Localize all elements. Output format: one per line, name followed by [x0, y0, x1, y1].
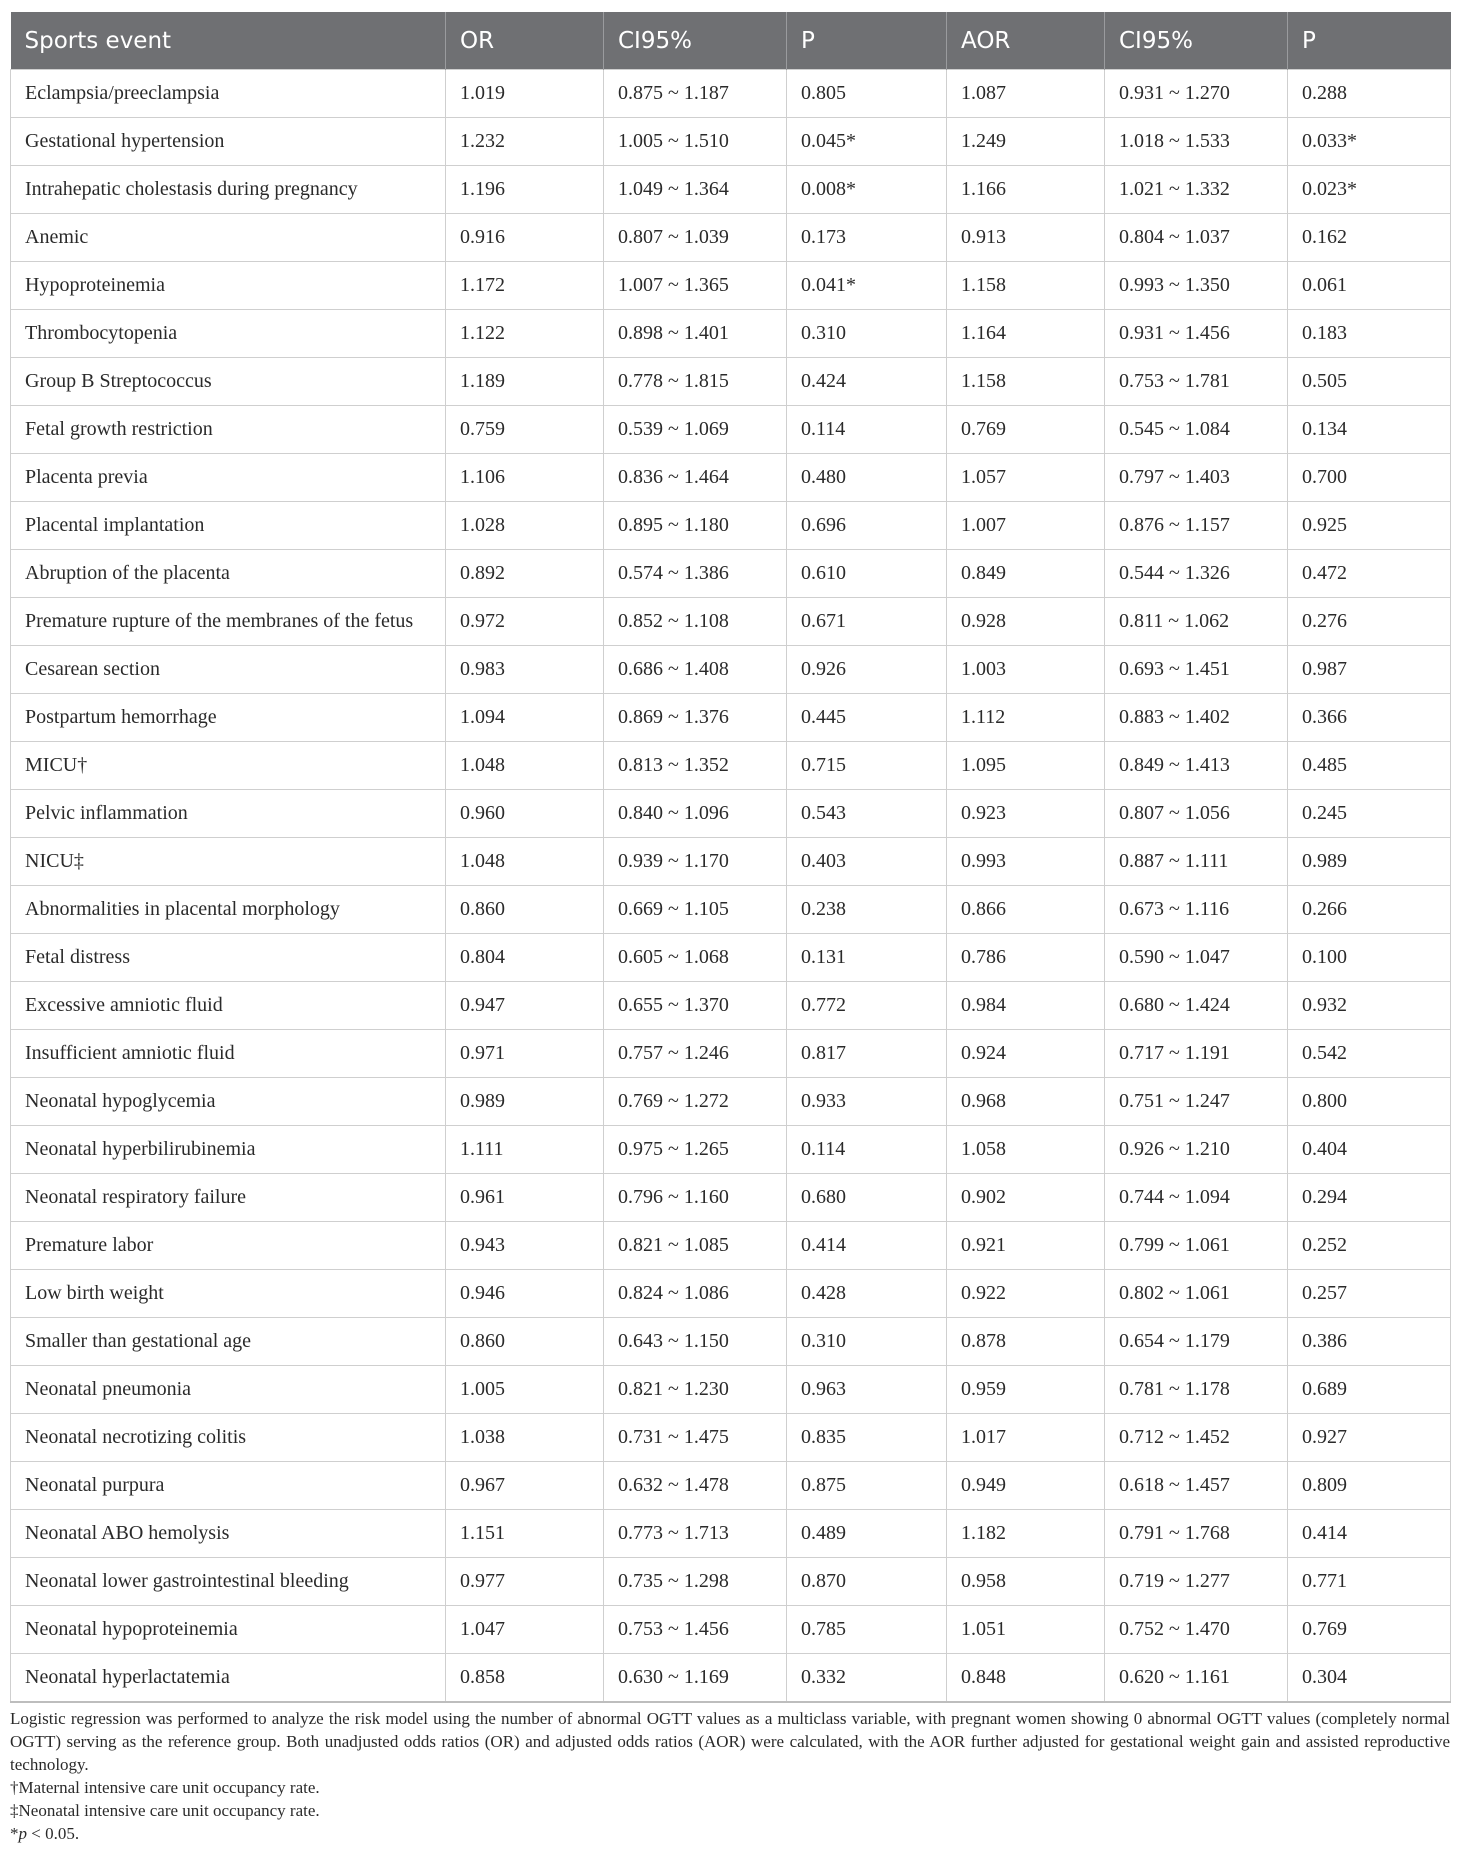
cell-or-ci95: 0.686 ~ 1.408 — [604, 646, 787, 694]
cell-aor-p: 0.800 — [1288, 1078, 1451, 1126]
cell-or-p: 0.489 — [787, 1510, 947, 1558]
cell-or-ci95: 0.757 ~ 1.246 — [604, 1030, 787, 1078]
cell-or-ci95: 0.975 ~ 1.265 — [604, 1126, 787, 1174]
cell-event: Pelvic inflammation — [11, 790, 446, 838]
cell-or-p: 0.543 — [787, 790, 947, 838]
cell-aor: 1.249 — [947, 118, 1105, 166]
cell-event: Excessive amniotic fluid — [11, 982, 446, 1030]
cell-or-p: 0.114 — [787, 1126, 947, 1174]
cell-aor-p: 0.472 — [1288, 550, 1451, 598]
cell-aor-ci95: 0.931 ~ 1.456 — [1105, 310, 1288, 358]
cell-or-p: 0.310 — [787, 1318, 947, 1366]
cell-aor-p: 0.404 — [1288, 1126, 1451, 1174]
cell-aor-ci95: 0.811 ~ 1.062 — [1105, 598, 1288, 646]
cell-aor: 0.984 — [947, 982, 1105, 1030]
cell-aor-ci95: 0.751 ~ 1.247 — [1105, 1078, 1288, 1126]
cell-or-ci95: 0.632 ~ 1.478 — [604, 1462, 787, 1510]
cell-event: Premature rupture of the membranes of the fetus — [11, 598, 446, 646]
cell-or: 1.232 — [446, 118, 604, 166]
cell-aor-ci95: 0.849 ~ 1.413 — [1105, 742, 1288, 790]
cell-or-ci95: 0.769 ~ 1.272 — [604, 1078, 787, 1126]
table-row — [11, 646, 1451, 694]
cell-or: 1.196 — [446, 166, 604, 214]
cell-aor-p: 0.061 — [1288, 262, 1451, 310]
cell-aor-p: 0.366 — [1288, 694, 1451, 742]
cell-or-ci95: 0.630 ~ 1.169 — [604, 1654, 787, 1703]
cell-or: 0.972 — [446, 598, 604, 646]
cell-or-ci95: 0.821 ~ 1.085 — [604, 1222, 787, 1270]
cell-or-p: 0.445 — [787, 694, 947, 742]
cell-aor-p: 0.100 — [1288, 934, 1451, 982]
cell-event: Neonatal respiratory failure — [11, 1174, 446, 1222]
cell-or-p: 0.671 — [787, 598, 947, 646]
table-row — [11, 1030, 1451, 1078]
cell-aor: 0.922 — [947, 1270, 1105, 1318]
cell-aor: 1.051 — [947, 1606, 1105, 1654]
cell-or-p: 0.610 — [787, 550, 947, 598]
cell-event: Abnormalities in placental morphology — [11, 886, 446, 934]
cell-or: 1.094 — [446, 694, 604, 742]
cell-aor-ci95: 0.791 ~ 1.768 — [1105, 1510, 1288, 1558]
cell-aor: 1.003 — [947, 646, 1105, 694]
cell-or: 1.106 — [446, 454, 604, 502]
cell-aor-ci95: 0.545 ~ 1.084 — [1105, 406, 1288, 454]
cell-event: Placental implantation — [11, 502, 446, 550]
cell-event: Fetal growth restriction — [11, 406, 446, 454]
cell-or: 0.989 — [446, 1078, 604, 1126]
cell-aor-ci95: 0.654 ~ 1.179 — [1105, 1318, 1288, 1366]
cell-aor: 0.968 — [947, 1078, 1105, 1126]
cell-or: 1.172 — [446, 262, 604, 310]
table-row — [11, 454, 1451, 502]
table-header-row — [11, 12, 1451, 70]
cell-or: 0.804 — [446, 934, 604, 982]
cell-or-ci95: 1.007 ~ 1.365 — [604, 262, 787, 310]
cell-aor-p: 0.245 — [1288, 790, 1451, 838]
cell-aor: 0.849 — [947, 550, 1105, 598]
cell-aor: 0.848 — [947, 1654, 1105, 1703]
cell-event: Cesarean section — [11, 646, 446, 694]
cell-or-p: 0.008* — [787, 166, 947, 214]
cell-or-ci95: 0.539 ~ 1.069 — [604, 406, 787, 454]
cell-or-ci95: 0.731 ~ 1.475 — [604, 1414, 787, 1462]
cell-or-p: 0.045* — [787, 118, 947, 166]
cell-aor: 0.878 — [947, 1318, 1105, 1366]
footnote-method: Logistic regression was performed to analyze the risk model using the number of abnormal OGTT values as a multiclass variable, with pregnant women showing 0 abnormal OGTT values (completely normal OGTT) serving as the reference group. Both unadjusted odds ratios (OR) and adjusted odds ratios (AOR) were calculated, with the AOR further adjusted for gestational weight gain and assisted reproductive technology. — [10, 1709, 1450, 1774]
cell-or: 1.028 — [446, 502, 604, 550]
cell-event: Postpartum hemorrhage — [11, 694, 446, 742]
cell-event: Neonatal purpura — [11, 1462, 446, 1510]
cell-or: 0.967 — [446, 1462, 604, 1510]
cell-or-p: 0.131 — [787, 934, 947, 982]
cell-aor-p: 0.700 — [1288, 454, 1451, 502]
cell-or-ci95: 0.869 ~ 1.376 — [604, 694, 787, 742]
cell-aor-ci95: 0.753 ~ 1.781 — [1105, 358, 1288, 406]
table-row — [11, 406, 1451, 454]
cell-aor-p: 0.414 — [1288, 1510, 1451, 1558]
cell-aor-ci95: 0.887 ~ 1.111 — [1105, 838, 1288, 886]
table-row — [11, 1318, 1451, 1366]
cell-or: 1.005 — [446, 1366, 604, 1414]
table-row — [11, 214, 1451, 262]
cell-aor-p: 0.505 — [1288, 358, 1451, 406]
table-row — [11, 1654, 1451, 1703]
cell-aor: 0.921 — [947, 1222, 1105, 1270]
cell-or-p: 0.835 — [787, 1414, 947, 1462]
cell-aor-p: 0.932 — [1288, 982, 1451, 1030]
cell-event: NICU‡ — [11, 838, 446, 886]
cell-aor-p: 0.162 — [1288, 214, 1451, 262]
cell-aor: 0.902 — [947, 1174, 1105, 1222]
cell-aor-ci95: 0.799 ~ 1.061 — [1105, 1222, 1288, 1270]
cell-or-p: 0.875 — [787, 1462, 947, 1510]
results-table — [10, 12, 1451, 1703]
cell-aor-p: 0.989 — [1288, 838, 1451, 886]
table-row — [11, 262, 1451, 310]
cell-aor-ci95: 1.018 ~ 1.533 — [1105, 118, 1288, 166]
cell-aor-p: 0.771 — [1288, 1558, 1451, 1606]
cell-or: 0.759 — [446, 406, 604, 454]
cell-or-ci95: 0.796 ~ 1.160 — [604, 1174, 787, 1222]
cell-or: 1.047 — [446, 1606, 604, 1654]
cell-aor: 1.095 — [947, 742, 1105, 790]
cell-or: 0.977 — [446, 1558, 604, 1606]
cell-or-ci95: 0.735 ~ 1.298 — [604, 1558, 787, 1606]
cell-or: 0.947 — [446, 982, 604, 1030]
cell-aor-p: 0.134 — [1288, 406, 1451, 454]
cell-aor: 0.993 — [947, 838, 1105, 886]
cell-or-ci95: 0.655 ~ 1.370 — [604, 982, 787, 1030]
cell-event: Thrombocytopenia — [11, 310, 446, 358]
table-row — [11, 166, 1451, 214]
cell-or-ci95: 0.836 ~ 1.464 — [604, 454, 787, 502]
cell-or-ci95: 0.813 ~ 1.352 — [604, 742, 787, 790]
table-row — [11, 310, 1451, 358]
cell-or-p: 0.926 — [787, 646, 947, 694]
sig-p: p — [18, 1824, 27, 1843]
table-row — [11, 1558, 1451, 1606]
table-row — [11, 1126, 1451, 1174]
cell-event: Eclampsia/preeclampsia — [11, 70, 446, 118]
cell-or-p: 0.805 — [787, 70, 947, 118]
cell-aor-ci95: 0.544 ~ 1.326 — [1105, 550, 1288, 598]
cell-or-p: 0.114 — [787, 406, 947, 454]
table-row — [11, 502, 1451, 550]
cell-event: Neonatal hyperlactatemia — [11, 1654, 446, 1703]
column-header-aor: AOR — [947, 12, 1105, 70]
sig-threshold: < 0.05. — [27, 1824, 80, 1843]
cell-or: 0.971 — [446, 1030, 604, 1078]
cell-event: Neonatal hyperbilirubinemia — [11, 1126, 446, 1174]
cell-or-p: 0.480 — [787, 454, 947, 502]
cell-or: 0.983 — [446, 646, 604, 694]
cell-or-ci95: 0.574 ~ 1.386 — [604, 550, 787, 598]
cell-aor-p: 0.276 — [1288, 598, 1451, 646]
table-row — [11, 1270, 1451, 1318]
cell-or-p: 0.870 — [787, 1558, 947, 1606]
cell-aor: 0.928 — [947, 598, 1105, 646]
cell-aor: 0.924 — [947, 1030, 1105, 1078]
cell-or: 1.048 — [446, 742, 604, 790]
table-row — [11, 358, 1451, 406]
cell-aor-p: 0.252 — [1288, 1222, 1451, 1270]
cell-aor-ci95: 0.876 ~ 1.157 — [1105, 502, 1288, 550]
table-row — [11, 70, 1451, 118]
column-header-or: OR — [446, 12, 604, 70]
cell-aor-ci95: 0.993 ~ 1.350 — [1105, 262, 1288, 310]
cell-aor: 1.164 — [947, 310, 1105, 358]
cell-event: Neonatal lower gastrointestinal bleeding — [11, 1558, 446, 1606]
cell-aor-ci95: 0.802 ~ 1.061 — [1105, 1270, 1288, 1318]
table-row — [11, 1462, 1451, 1510]
cell-event: Abruption of the placenta — [11, 550, 446, 598]
table-footnotes — [10, 1707, 1450, 1845]
cell-or: 1.048 — [446, 838, 604, 886]
cell-or-p: 0.933 — [787, 1078, 947, 1126]
cell-or: 1.038 — [446, 1414, 604, 1462]
table-row — [11, 838, 1451, 886]
cell-aor: 1.158 — [947, 358, 1105, 406]
table-row — [11, 886, 1451, 934]
cell-or-ci95: 0.821 ~ 1.230 — [604, 1366, 787, 1414]
column-header-or-p: P — [787, 12, 947, 70]
cell-aor-ci95: 0.680 ~ 1.424 — [1105, 982, 1288, 1030]
cell-aor-p: 0.023* — [1288, 166, 1451, 214]
cell-aor: 1.017 — [947, 1414, 1105, 1462]
table-row — [11, 1414, 1451, 1462]
cell-event: Fetal distress — [11, 934, 446, 982]
cell-aor-p: 0.769 — [1288, 1606, 1451, 1654]
table-row — [11, 550, 1451, 598]
cell-event: Premature labor — [11, 1222, 446, 1270]
cell-aor: 0.923 — [947, 790, 1105, 838]
table-row — [11, 742, 1451, 790]
cell-aor: 1.007 — [947, 502, 1105, 550]
cell-aor: 0.958 — [947, 1558, 1105, 1606]
cell-or-ci95: 0.643 ~ 1.150 — [604, 1318, 787, 1366]
cell-or-p: 0.041* — [787, 262, 947, 310]
column-header-or-ci95: CI95% — [604, 12, 787, 70]
cell-or: 0.860 — [446, 886, 604, 934]
cell-aor: 0.913 — [947, 214, 1105, 262]
footnote-nicu: ‡Neonatal intensive care unit occupancy rate. — [10, 1801, 320, 1820]
cell-or-p: 0.332 — [787, 1654, 947, 1703]
cell-aor-ci95: 0.926 ~ 1.210 — [1105, 1126, 1288, 1174]
cell-aor-p: 0.485 — [1288, 742, 1451, 790]
cell-or-ci95: 0.852 ~ 1.108 — [604, 598, 787, 646]
cell-or-p: 0.173 — [787, 214, 947, 262]
cell-aor-ci95: 1.021 ~ 1.332 — [1105, 166, 1288, 214]
table-row — [11, 1366, 1451, 1414]
column-header-event: Sports event — [11, 12, 446, 70]
table-row — [11, 1222, 1451, 1270]
cell-aor-ci95: 0.693 ~ 1.451 — [1105, 646, 1288, 694]
cell-aor-ci95: 0.712 ~ 1.452 — [1105, 1414, 1288, 1462]
cell-event: Neonatal pneumonia — [11, 1366, 446, 1414]
cell-or: 0.961 — [446, 1174, 604, 1222]
column-header-aor-ci95: CI95% — [1105, 12, 1288, 70]
cell-or-ci95: 0.753 ~ 1.456 — [604, 1606, 787, 1654]
cell-or-ci95: 0.898 ~ 1.401 — [604, 310, 787, 358]
cell-or: 0.858 — [446, 1654, 604, 1703]
cell-aor: 0.786 — [947, 934, 1105, 982]
cell-aor-ci95: 0.744 ~ 1.094 — [1105, 1174, 1288, 1222]
cell-or-p: 0.817 — [787, 1030, 947, 1078]
cell-aor-ci95: 0.804 ~ 1.037 — [1105, 214, 1288, 262]
cell-aor-p: 0.033* — [1288, 118, 1451, 166]
cell-event: Insufficient amniotic fluid — [11, 1030, 446, 1078]
cell-aor: 1.182 — [947, 1510, 1105, 1558]
cell-or: 0.916 — [446, 214, 604, 262]
footnote-micu: †Maternal intensive care unit occupancy rate. — [10, 1778, 320, 1797]
cell-or-p: 0.310 — [787, 310, 947, 358]
cell-event: Placenta previa — [11, 454, 446, 502]
table-row — [11, 934, 1451, 982]
cell-aor-p: 0.288 — [1288, 70, 1451, 118]
cell-or: 0.960 — [446, 790, 604, 838]
cell-event: Hypoproteinemia — [11, 262, 446, 310]
cell-aor-p: 0.294 — [1288, 1174, 1451, 1222]
table-row — [11, 118, 1451, 166]
cell-or-p: 0.785 — [787, 1606, 947, 1654]
cell-aor-p: 0.183 — [1288, 310, 1451, 358]
cell-or: 0.892 — [446, 550, 604, 598]
cell-or-p: 0.238 — [787, 886, 947, 934]
cell-event: Low birth weight — [11, 1270, 446, 1318]
cell-aor: 0.959 — [947, 1366, 1105, 1414]
cell-event: Anemic — [11, 214, 446, 262]
cell-event: Group B Streptococcus — [11, 358, 446, 406]
cell-event: Neonatal necrotizing colitis — [11, 1414, 446, 1462]
cell-aor-ci95: 0.807 ~ 1.056 — [1105, 790, 1288, 838]
sig-star: * — [10, 1824, 19, 1843]
cell-or-ci95: 0.824 ~ 1.086 — [604, 1270, 787, 1318]
cell-aor-p: 0.386 — [1288, 1318, 1451, 1366]
cell-or-ci95: 0.778 ~ 1.815 — [604, 358, 787, 406]
cell-or-ci95: 0.605 ~ 1.068 — [604, 934, 787, 982]
footnote-significance — [10, 1822, 1450, 1845]
cell-or: 0.943 — [446, 1222, 604, 1270]
cell-or: 1.111 — [446, 1126, 604, 1174]
cell-aor-p: 0.809 — [1288, 1462, 1451, 1510]
cell-or-p: 0.680 — [787, 1174, 947, 1222]
cell-or-ci95: 1.049 ~ 1.364 — [604, 166, 787, 214]
cell-or: 1.122 — [446, 310, 604, 358]
cell-or: 1.019 — [446, 70, 604, 118]
cell-event: Neonatal hypoglycemia — [11, 1078, 446, 1126]
cell-aor-ci95: 0.781 ~ 1.178 — [1105, 1366, 1288, 1414]
cell-aor-p: 0.925 — [1288, 502, 1451, 550]
cell-or: 0.860 — [446, 1318, 604, 1366]
cell-aor-p: 0.987 — [1288, 646, 1451, 694]
cell-or-p: 0.715 — [787, 742, 947, 790]
cell-aor-ci95: 0.931 ~ 1.270 — [1105, 70, 1288, 118]
cell-or-p: 0.414 — [787, 1222, 947, 1270]
table-body — [11, 70, 1451, 1703]
cell-aor: 1.057 — [947, 454, 1105, 502]
cell-or-ci95: 0.840 ~ 1.096 — [604, 790, 787, 838]
cell-aor-p: 0.927 — [1288, 1414, 1451, 1462]
table-row — [11, 694, 1451, 742]
cell-event: Neonatal hypoproteinemia — [11, 1606, 446, 1654]
cell-or-ci95: 0.895 ~ 1.180 — [604, 502, 787, 550]
cell-aor: 1.112 — [947, 694, 1105, 742]
cell-aor-ci95: 0.590 ~ 1.047 — [1105, 934, 1288, 982]
column-header-aor-p: P — [1288, 12, 1451, 70]
cell-or-p: 0.424 — [787, 358, 947, 406]
cell-aor-p: 0.689 — [1288, 1366, 1451, 1414]
cell-event: Neonatal ABO hemolysis — [11, 1510, 446, 1558]
cell-aor-ci95: 0.752 ~ 1.470 — [1105, 1606, 1288, 1654]
cell-or-ci95: 0.875 ~ 1.187 — [604, 70, 787, 118]
cell-or-p: 0.696 — [787, 502, 947, 550]
cell-or: 1.151 — [446, 1510, 604, 1558]
cell-aor: 0.949 — [947, 1462, 1105, 1510]
cell-aor-ci95: 0.883 ~ 1.402 — [1105, 694, 1288, 742]
cell-or-p: 0.403 — [787, 838, 947, 886]
cell-or-ci95: 0.669 ~ 1.105 — [604, 886, 787, 934]
cell-aor: 1.087 — [947, 70, 1105, 118]
cell-aor-ci95: 0.618 ~ 1.457 — [1105, 1462, 1288, 1510]
cell-aor: 1.158 — [947, 262, 1105, 310]
table-row — [11, 1078, 1451, 1126]
cell-aor-ci95: 0.717 ~ 1.191 — [1105, 1030, 1288, 1078]
table-row — [11, 598, 1451, 646]
cell-or-ci95: 1.005 ~ 1.510 — [604, 118, 787, 166]
cell-or: 0.946 — [446, 1270, 604, 1318]
cell-aor-ci95: 0.719 ~ 1.277 — [1105, 1558, 1288, 1606]
cell-or-p: 0.428 — [787, 1270, 947, 1318]
table-row — [11, 982, 1451, 1030]
cell-or-ci95: 0.773 ~ 1.713 — [604, 1510, 787, 1558]
cell-aor-ci95: 0.620 ~ 1.161 — [1105, 1654, 1288, 1703]
cell-or-p: 0.772 — [787, 982, 947, 1030]
cell-or-p: 0.963 — [787, 1366, 947, 1414]
cell-or-ci95: 0.807 ~ 1.039 — [604, 214, 787, 262]
cell-aor-p: 0.257 — [1288, 1270, 1451, 1318]
cell-aor-p: 0.266 — [1288, 886, 1451, 934]
cell-aor-ci95: 0.797 ~ 1.403 — [1105, 454, 1288, 502]
cell-event: Gestational hypertension — [11, 118, 446, 166]
cell-event: Smaller than gestational age — [11, 1318, 446, 1366]
table-row — [11, 1174, 1451, 1222]
table-row — [11, 1606, 1451, 1654]
table-row — [11, 1510, 1451, 1558]
cell-aor-ci95: 0.673 ~ 1.116 — [1105, 886, 1288, 934]
cell-aor-p: 0.304 — [1288, 1654, 1451, 1703]
cell-aor: 1.166 — [947, 166, 1105, 214]
cell-or-ci95: 0.939 ~ 1.170 — [604, 838, 787, 886]
cell-aor: 0.769 — [947, 406, 1105, 454]
table-row — [11, 790, 1451, 838]
cell-or: 1.189 — [446, 358, 604, 406]
cell-event: Intrahepatic cholestasis during pregnancy — [11, 166, 446, 214]
cell-event: MICU† — [11, 742, 446, 790]
cell-aor: 0.866 — [947, 886, 1105, 934]
cell-aor-p: 0.542 — [1288, 1030, 1451, 1078]
cell-aor: 1.058 — [947, 1126, 1105, 1174]
